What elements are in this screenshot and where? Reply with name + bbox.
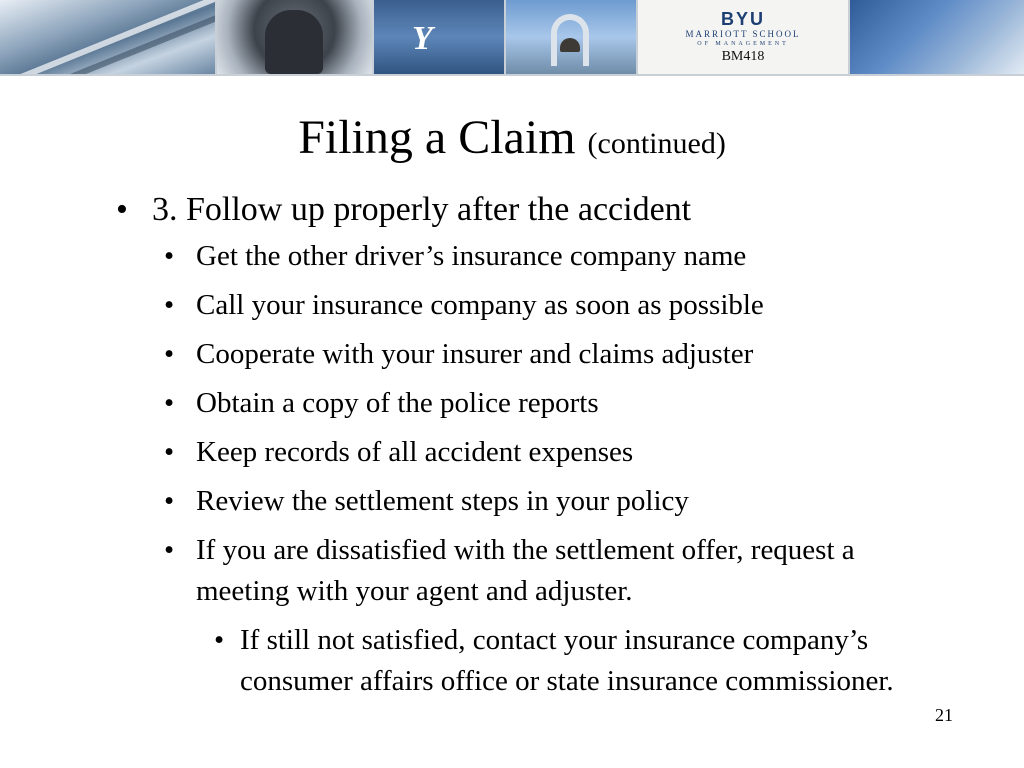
page-number: 21: [935, 705, 953, 725]
bullet-icon: •: [164, 240, 175, 272]
banner-photo-sky: [850, 0, 1024, 74]
bullet-icon: •: [164, 485, 175, 517]
banner-photo-statue: [217, 0, 372, 74]
slide-title: [0, 110, 1024, 172]
banner-photo-emblem: [374, 0, 504, 74]
sub-bullet-text: If you are dissatisfied with the settlement offer, request a meeting with your agent and adjuster.: [196, 534, 855, 607]
logo-school: MARRIOTT SCHOOL: [685, 28, 801, 39]
course-code: BM418: [721, 48, 765, 64]
sub-bullet: [110, 236, 930, 277]
bullet-icon: •: [164, 387, 175, 419]
main-bullet-text: 3. Follow up properly after the accident: [152, 191, 692, 228]
sub-bullet: [110, 432, 930, 473]
slide-title-main: Filing a Claim: [298, 111, 576, 164]
bullet-icon: •: [164, 289, 175, 321]
banner-photo-building: [0, 0, 215, 74]
byu-logo: [638, 0, 848, 74]
logo-brand: BYU: [720, 8, 765, 29]
sub-bullet-text: Review the settlement steps in your policy: [196, 485, 689, 517]
sub-bullet-text: Get the other driver’s insurance company name: [196, 240, 747, 272]
sub-bullet-text: Keep records of all accident expenses: [196, 436, 634, 468]
statue-image: [265, 10, 323, 74]
sub-bullet: [110, 530, 930, 612]
bullet-icon: •: [116, 191, 128, 228]
slide-content: [110, 188, 930, 702]
y-mountain-icon: Y: [412, 20, 433, 57]
sub-bullet-text: Cooperate with your insurer and claims adjuster: [196, 338, 754, 370]
header-banner: [0, 0, 1024, 76]
slide-title-sub: (continued): [587, 127, 726, 160]
bullet-icon: •: [164, 534, 175, 566]
sub-bullet: [110, 481, 930, 522]
sub-sub-bullet: [110, 620, 930, 702]
main-bullet: [110, 188, 930, 232]
sub-bullet: [110, 334, 930, 375]
sub-bullet: [110, 383, 930, 424]
sub-bullet-text: Obtain a copy of the police reports: [196, 387, 599, 419]
bullet-icon: •: [164, 436, 175, 468]
sub-bullet-text: Call your insurance company as soon as possible: [196, 289, 764, 321]
bullet-icon: •: [214, 624, 225, 656]
sub-bullet: [110, 285, 930, 326]
sub-sub-bullet-text: If still not satisfied, contact your insurance company’s consumer affairs office or state insurance commissioner.: [240, 624, 894, 697]
bullet-icon: •: [164, 338, 175, 370]
bell-icon: [560, 38, 580, 52]
logo-management: OF MANAGEMENT: [697, 40, 789, 47]
banner-photo-bell: [506, 0, 636, 74]
